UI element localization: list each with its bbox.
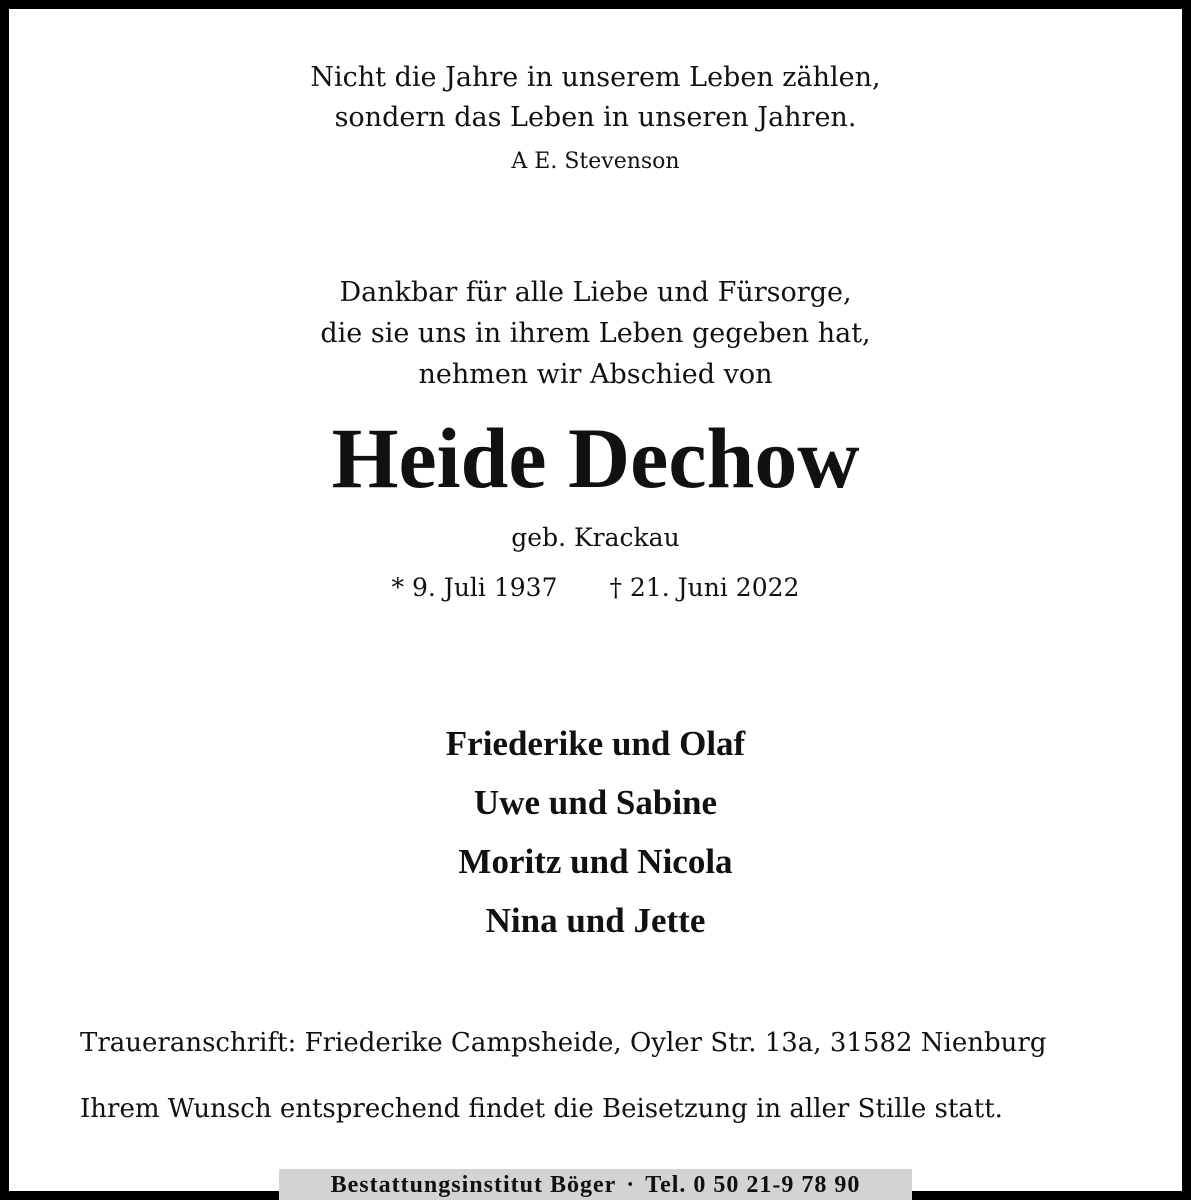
intro-line: Dankbar für alle Liebe und Fürsorge,: [339, 277, 852, 308]
death-date: † 21. Juni 2022: [609, 573, 800, 602]
footer-separator: ·: [626, 1172, 636, 1198]
burial-note: Ihrem Wunsch entsprechend findet die Beisetzung in aller Stille statt.: [80, 1094, 1003, 1124]
deceased-name: Heide Dechow: [331, 410, 860, 506]
funeral-home-phone: Tel. 0 50 21-9 78 90: [645, 1172, 861, 1198]
quote-line: Nicht die Jahre in unserem Leben zählen,: [310, 62, 881, 93]
mourners-list: [0, 714, 1191, 950]
quote-line: sondern das Leben in unseren Jahren.: [334, 102, 857, 133]
intro-text: [0, 272, 1191, 395]
mourner-entry: Friederike und Olaf: [445, 724, 746, 763]
quote-block: [0, 58, 1191, 138]
mourner-entry: Nina und Jette: [485, 901, 706, 940]
quote-author: A E. Stevenson: [511, 149, 680, 174]
intro-line: nehmen wir Abschied von: [418, 359, 773, 390]
mourner-entry: Uwe und Sabine: [473, 783, 718, 822]
birth-date: * 9. Juli 1937: [391, 573, 558, 602]
mourner-entry: Moritz und Nicola: [458, 842, 733, 881]
life-dates: [0, 570, 1191, 606]
mourning-address: Traueranschrift: Friederike Campsheide, Oyler Str. 13a, 31582 Nienburg: [80, 1028, 1047, 1058]
intro-line: die sie uns in ihrem Leben gegeben hat,: [320, 318, 871, 349]
birth-name: geb. Krackau: [511, 523, 680, 552]
funeral-home-name: Bestattungsinstitut Böger: [330, 1172, 617, 1198]
funeral-home-banner: [279, 1169, 912, 1200]
